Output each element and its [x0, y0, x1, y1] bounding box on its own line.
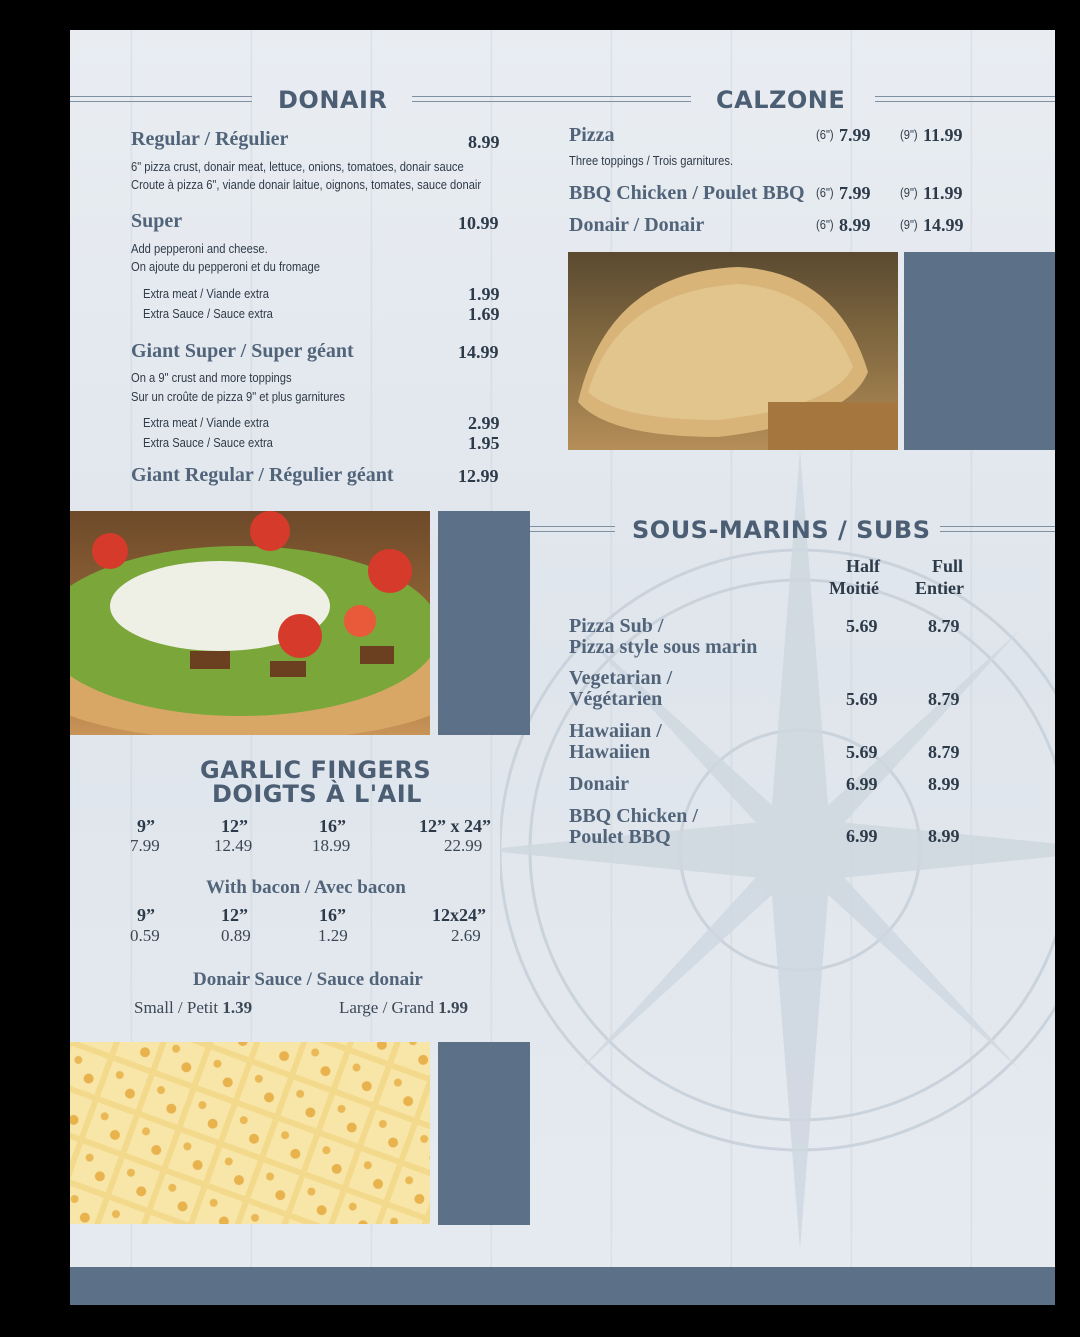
donair-heading: DONAIR: [278, 86, 388, 114]
sub-bbq-full: 8.99: [928, 826, 960, 846]
donair-super-price: 10.99: [458, 213, 499, 233]
sub-donair-half: 6.99: [846, 774, 878, 794]
donair-super-extra-meat: Extra meat / Viande extra: [143, 286, 269, 301]
sub-hawaiian-line2: Hawaiien: [569, 741, 651, 763]
garlic-bacon-size-9: 9”: [137, 905, 155, 925]
sub-hawaiian-full: 8.79: [928, 742, 960, 762]
calzone-bbq-name: BBQ Chicken / Poulet BBQ: [569, 182, 805, 204]
menu-page: [70, 30, 1055, 1305]
calzone-pizza-price6: 7.99: [839, 125, 871, 145]
garlic-fingers-photo: [70, 1042, 430, 1224]
garlic-price-9: 7.99: [130, 836, 160, 855]
donair-super-extra-sauce: Extra Sauce / Sauce extra: [143, 306, 273, 321]
sub-veg-line1: Vegetarian /: [569, 667, 673, 689]
calzone-bbq-size9: (9"): [900, 185, 918, 200]
donair-rule-left: [70, 96, 252, 102]
donair-super-extra-meat-price: 1.99: [468, 284, 500, 304]
garlic-price-12: 12.49: [214, 836, 253, 855]
sub-pizza-half: 5.69: [846, 616, 878, 636]
subs-heading: SOUS-MARINS / SUBS: [632, 516, 931, 544]
sub-pizza-line1: Pizza Sub /: [569, 615, 664, 637]
donair-giant-super-extra-meat: Extra meat / Viande extra: [143, 415, 269, 430]
sub-veg-line2: Végétarien: [569, 688, 663, 710]
donair-giant-regular-price: 12.99: [458, 466, 499, 486]
sub-hawaiian-line1: Hawaiian /: [569, 720, 662, 742]
calzone-bbq-size6: (6"): [816, 185, 834, 200]
donair-regular-price: 8.99: [468, 132, 500, 152]
calzone-bbq-price6: 7.99: [839, 183, 871, 203]
subs-col-half-fr: Moitié: [829, 578, 879, 598]
donair-regular-desc-en: 6" pizza crust, donair meat, lettuce, onions, tomatoes, donair sauce: [131, 159, 464, 174]
donair-giant-super-name: Giant Super / Super géant: [131, 340, 354, 362]
sub-pizza-full: 8.79: [928, 616, 960, 636]
subs-col-half-en: Half: [846, 556, 880, 576]
calzone-pizza-size9: (9"): [900, 127, 918, 142]
footer-bar: [70, 1267, 1055, 1305]
garlic-heading-fr: DOIGTS À L'AIL: [212, 780, 422, 808]
garlic-size-12x24: 12” x 24”: [419, 816, 491, 836]
garlic-bacon-price-9: 0.59: [130, 926, 160, 945]
calzone-donair-price9: 14.99: [923, 215, 964, 235]
calzone-rule-right: [875, 96, 1055, 102]
sub-donair-line1: Donair: [569, 773, 629, 795]
donair-super-desc-fr: On ajoute du pepperoni et du fromage: [131, 259, 320, 274]
donair-pizza-photo: [70, 511, 430, 735]
sub-pizza-line2: Pizza style sous marin: [569, 636, 758, 658]
garlic-size-9: 9”: [137, 816, 155, 836]
donair-giant-regular-name: Giant Regular / Régulier géant: [131, 464, 394, 486]
sub-donair-full: 8.99: [928, 774, 960, 794]
garlic-price-16: 18.99: [312, 836, 351, 855]
calzone-pizza-price9: 11.99: [923, 125, 963, 145]
donair-giant-super-desc-en: On a 9" crust and more toppings: [131, 370, 292, 385]
calzone-rule-left: [413, 96, 691, 102]
garlic-bacon-size-12x24: 12x24”: [432, 905, 486, 925]
subs-rule-left: [530, 526, 615, 532]
donair-sauce-large-price: 1.99: [438, 998, 469, 1017]
garlic-price-12x24: 22.99: [444, 836, 483, 855]
compass-watermark-icon: [500, 430, 1055, 1290]
sub-veg-full: 8.79: [928, 689, 960, 709]
garlic-bacon-price-12: 0.89: [221, 926, 251, 945]
donair-sauce-small: [134, 998, 252, 1018]
donair-giant-super-extra-sauce-price: 1.95: [468, 433, 500, 453]
subs-col-full-fr: Entier: [915, 578, 964, 598]
donair-sauce-small-price: 1.39: [222, 998, 253, 1017]
calzone-donair-name: Donair / Donair: [569, 214, 705, 236]
calzone-pizza-desc: Three toppings / Trois garnitures.: [569, 153, 734, 168]
donair-super-desc-en: Add pepperoni and cheese.: [131, 241, 268, 256]
subs-col-full-en: Full: [932, 556, 964, 576]
donair-super-name: Super: [131, 210, 183, 232]
garlic-bacon-size-16: 16”: [319, 905, 346, 925]
sub-bbq-half: 6.99: [846, 826, 878, 846]
garlic-bacon-price-12x24: 2.69: [451, 926, 481, 945]
sub-hawaiian-half: 5.69: [846, 742, 878, 762]
calzone-photo: [568, 252, 898, 450]
calzone-pizza-name: Pizza: [569, 124, 615, 146]
donair-giant-super-extra-sauce: Extra Sauce / Sauce extra: [143, 435, 273, 450]
donair-regular-name: Regular / Régulier: [131, 128, 289, 150]
garlic-bacon-heading: With bacon / Avec bacon: [206, 877, 406, 898]
donair-accent-box: [438, 511, 530, 735]
garlic-size-12: 12”: [221, 816, 248, 836]
calzone-pizza-size6: (6"): [816, 127, 834, 142]
sub-veg-half: 5.69: [846, 689, 878, 709]
donair-giant-super-extra-meat-price: 2.99: [468, 413, 500, 433]
subs-rule-right: [940, 526, 1055, 532]
calzone-accent-box: [904, 252, 1055, 450]
sub-bbq-line1: BBQ Chicken /: [569, 805, 698, 827]
donair-regular-desc-fr: Croute à pizza 6", viande donair laitue, oignons, tomates, sauce donair: [131, 177, 482, 192]
calzone-bbq-price9: 11.99: [923, 183, 963, 203]
sub-bbq-line2: Poulet BBQ: [569, 826, 671, 848]
garlic-heading-en: GARLIC FINGERS: [200, 756, 432, 784]
donair-sauce-heading: Donair Sauce / Sauce donair: [193, 969, 423, 990]
calzone-donair-size6: (6"): [816, 217, 834, 232]
calzone-heading: CALZONE: [716, 86, 846, 114]
garlic-size-16: 16”: [319, 816, 346, 836]
garlic-bacon-size-12: 12”: [221, 905, 248, 925]
donair-sauce-large-label: Large / Grand: [339, 998, 435, 1017]
donair-sauce-small-label: Small / Petit: [134, 998, 219, 1017]
donair-super-extra-sauce-price: 1.69: [468, 304, 500, 324]
calzone-donair-price6: 8.99: [839, 215, 871, 235]
donair-giant-super-price: 14.99: [458, 342, 499, 362]
garlic-accent-box: [438, 1042, 530, 1225]
donair-giant-super-desc-fr: Sur un croûte de pizza 9" et plus garnitures: [131, 389, 346, 404]
donair-sauce-large: [339, 998, 468, 1018]
calzone-donair-size9: (9"): [900, 217, 918, 232]
garlic-bacon-price-16: 1.29: [318, 926, 348, 945]
